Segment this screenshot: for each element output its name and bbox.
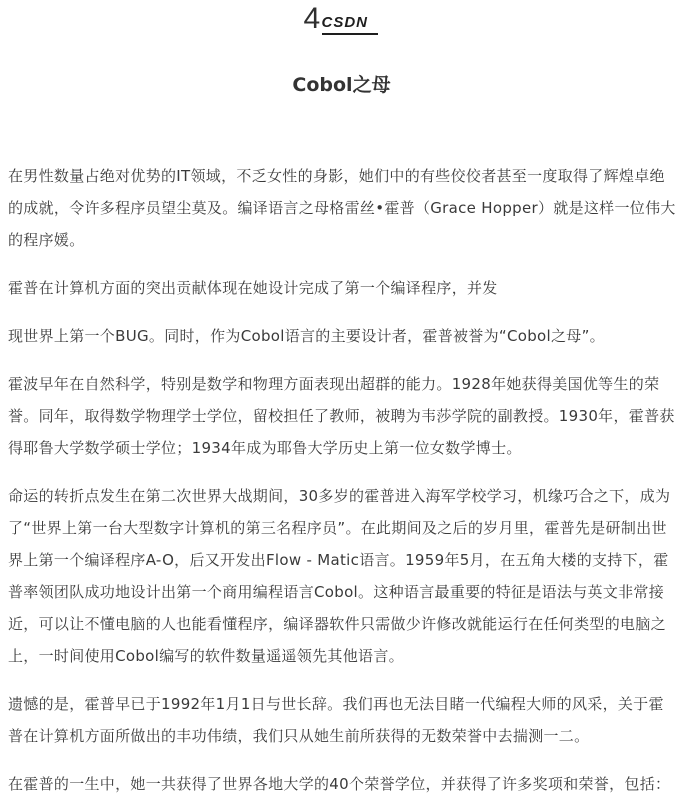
article-title: Cobol之母 <box>292 74 391 96</box>
logo-wordmark: CSDN <box>321 14 369 31</box>
logo-number: 4 <box>303 2 321 35</box>
paragraph-first-bug: 现世界上第一个BUG。同时，作为Cobol语言的主要设计者，霍普被誉为“Cobol之母”。 <box>8 327 605 345</box>
logo-underline <box>322 33 378 35</box>
article-body <box>8 160 676 806</box>
paragraph-honors: 在霍普的一生中，她一共获得了世界各地大学的40个荣誉学位，并获得了许多奖项和荣誉，包括： <box>8 775 671 793</box>
paragraph-contribution: 霍普在计算机方面的突出贡献体现在她设计完成了第一个编译程序，并发 <box>8 279 498 297</box>
paragraph-early-life: 霍波早年在自然科学，特别是数学和物理方面表现出超群的能力。1928年她获得美国优等生的荣誉。同年，取得数学物理学士学位，留校担任了教师，被聘为韦莎学院的副教授。1930年，霍普获得耶鲁大学数学硕士学位；1934年成为耶鲁大学历史上第一位女数学博士。 <box>8 375 675 457</box>
site-logo[interactable] <box>0 2 683 36</box>
csdn-logo[interactable] <box>303 2 380 36</box>
paragraph-passing: 遗憾的是，霍普早已于1992年1月1日与世长辞。我们再也无法目睹一代编程大师的风采，关于霍普在计算机方面所做出的丰功伟绩，我们只从她生前所获得的无数荣誉中去揣测一二。 <box>8 695 664 745</box>
paragraph-intro: 在男性数量占绝对优势的IT领域，不乏女性的身影，她们中的有些佼佼者甚至一度取得了辉煌卓绝的成就，令许多程序员望尘莫及。编译语言之母格雷丝•霍普（Grace Hopper）就是这样一位伟大的程序媛。 <box>8 167 676 249</box>
paragraph-turning-point: 命运的转折点发生在第二次世界大战期间，30多岁的霍普进入海军学校学习，机缘巧合之下，成为了“世界上第一台大型数字计算机的第三名程序员”。在此期间及之后的岁月里，霍普先是研制出世界上第一个编译程序A-O，后又开发出Flow - Matic语言。1959年5月，在五角大楼的支持下，霍普率领团队成功地设计出第一个商用编程语言Cobol。这种语言最重要的特征是语法与英文非常接近，可以让不懂电脑的人也能看懂程序，编译器软件只需做少许修改就能运行在任何类型的电脑之上，一时间使用Cobol编写的软件数量遥遥领先其他语言。 <box>8 487 671 665</box>
